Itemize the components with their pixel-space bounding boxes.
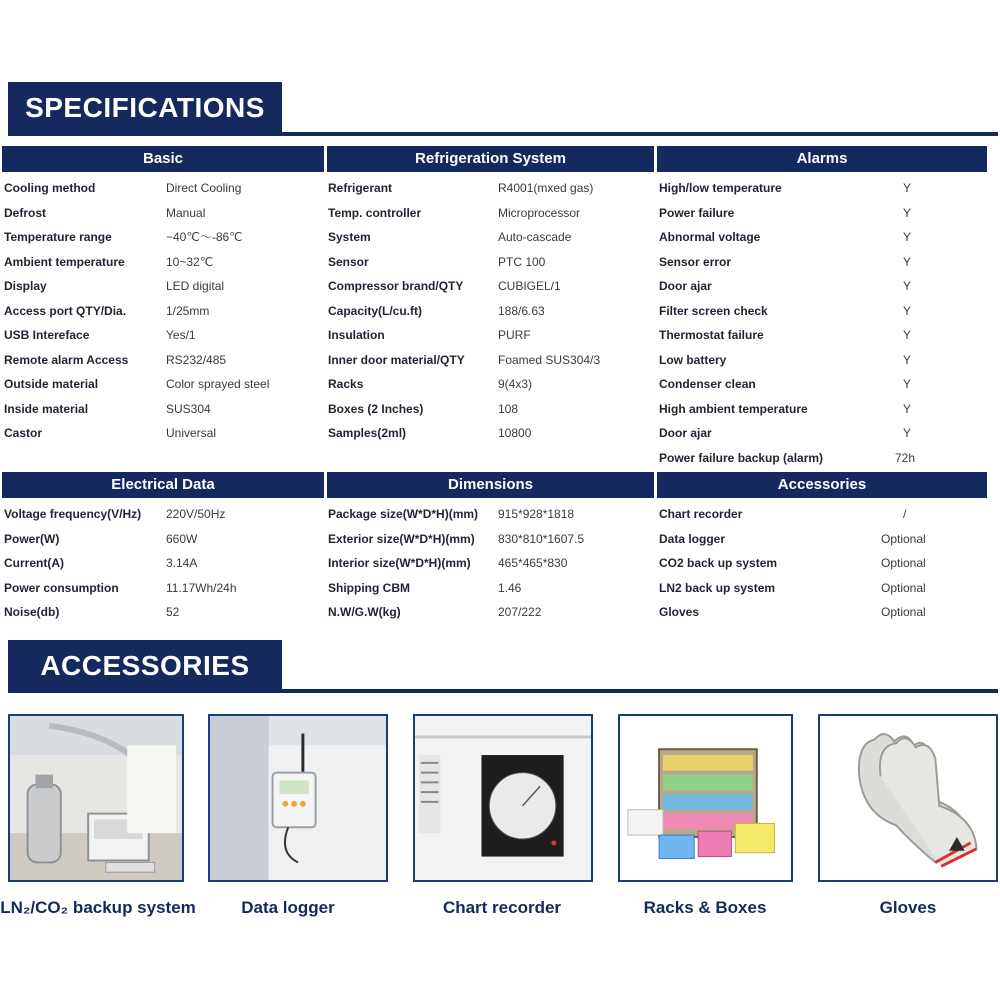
spec-label: Interior size(W*D*H)(mm) bbox=[328, 556, 471, 570]
spec-value: 220V/50Hz bbox=[166, 507, 226, 521]
electrical-header: Electrical Data bbox=[2, 472, 324, 498]
caption-data-logger: Data logger bbox=[241, 898, 335, 917]
electrical-table bbox=[4, 502, 322, 625]
table-row bbox=[328, 551, 652, 576]
table-row bbox=[4, 600, 322, 625]
refrigeration-table bbox=[328, 176, 652, 446]
table-row bbox=[328, 372, 652, 397]
spec-value: Y bbox=[903, 254, 912, 269]
table-row bbox=[4, 502, 322, 527]
spec-value: CUBIGEL/1 bbox=[498, 279, 561, 293]
table-row bbox=[328, 176, 652, 201]
table-row bbox=[659, 397, 985, 422]
spec-label: Filter screen check bbox=[659, 303, 768, 318]
spec-value: 108 bbox=[498, 401, 519, 416]
spec-label: CO2 back up system bbox=[659, 556, 778, 570]
spec-value: Optional bbox=[881, 580, 926, 595]
spec-value: 915*928*1818 bbox=[498, 507, 575, 521]
spec-value: 9(4x3) bbox=[498, 377, 533, 391]
spec-value: Y bbox=[903, 303, 912, 318]
spec-value: Auto-cascade bbox=[498, 230, 572, 244]
table-row bbox=[659, 250, 985, 275]
spec-label: Display bbox=[4, 279, 47, 293]
spec-label: Insulation bbox=[328, 328, 385, 342]
spec-value: LED digital bbox=[166, 279, 225, 293]
basic-header: Basic bbox=[2, 146, 324, 172]
spec-label: Power consumption bbox=[4, 580, 119, 595]
table-row bbox=[328, 323, 652, 348]
spec-label: Defrost bbox=[4, 205, 47, 220]
spec-value: Optional bbox=[881, 531, 926, 546]
spec-label: Shipping CBM bbox=[328, 580, 410, 595]
spec-value: Y bbox=[903, 181, 912, 195]
spec-label: Ambient temperature bbox=[4, 254, 125, 269]
spec-value: Y bbox=[903, 279, 912, 293]
spec-value: Optional bbox=[881, 605, 926, 619]
table-row bbox=[659, 421, 985, 446]
spec-label: Remote alarm Access bbox=[4, 352, 129, 367]
table-row bbox=[659, 323, 985, 348]
table-row bbox=[659, 527, 985, 552]
table-row bbox=[659, 348, 985, 373]
spec-value: 1/25mm bbox=[166, 303, 210, 318]
table-row bbox=[328, 225, 652, 250]
spec-label: Package size(W*D*H)(mm) bbox=[328, 507, 479, 521]
spec-value: 207/222 bbox=[498, 605, 542, 619]
spec-value: Microprocessor bbox=[498, 205, 581, 220]
table-row bbox=[4, 176, 322, 201]
spec-label: Boxes (2 Inches) bbox=[328, 401, 424, 416]
spec-label: Sensor bbox=[328, 254, 369, 269]
spec-label: Low battery bbox=[659, 352, 727, 367]
table-row bbox=[328, 397, 652, 422]
spec-label: Inside material bbox=[4, 401, 89, 416]
dimensions-header: Dimensions bbox=[327, 472, 654, 498]
spec-label: Power failure bbox=[659, 205, 735, 220]
table-row bbox=[4, 201, 322, 226]
spec-label: High/low temperature bbox=[659, 181, 782, 195]
table-row bbox=[4, 527, 322, 552]
table-row bbox=[328, 274, 652, 299]
spec-label: Inner door material/QTY bbox=[328, 352, 465, 367]
accessories-banner bbox=[8, 640, 282, 692]
spec-value: 72h bbox=[895, 450, 916, 465]
table-row bbox=[328, 600, 652, 625]
spec-value: Manual bbox=[166, 205, 206, 220]
accessories-table-header: Accessories bbox=[657, 472, 987, 498]
spec-label: Sensor error bbox=[659, 254, 732, 269]
spec-value: Y bbox=[903, 377, 912, 391]
spec-value: 11.17Wh/24h bbox=[166, 580, 237, 595]
table-row bbox=[328, 576, 652, 601]
table-row bbox=[4, 576, 322, 601]
table-row bbox=[659, 446, 985, 471]
table-row bbox=[4, 372, 322, 397]
caption-chart-recorder: Chart recorder bbox=[442, 898, 562, 917]
spec-label: LN2 back up system bbox=[659, 580, 776, 595]
table-row bbox=[328, 527, 652, 552]
table-row bbox=[659, 176, 985, 201]
spec-label: Condenser clean bbox=[659, 377, 756, 391]
table-row bbox=[659, 299, 985, 324]
table-row bbox=[659, 502, 985, 527]
spec-value: 465*465*830 bbox=[498, 556, 568, 570]
spec-value: PTC 100 bbox=[498, 254, 546, 269]
gloves-photo bbox=[818, 714, 998, 882]
table-row bbox=[328, 421, 652, 446]
spec-value: Y bbox=[903, 328, 912, 342]
spec-value: 3.14A bbox=[166, 556, 198, 570]
spec-label: Noise(db) bbox=[4, 605, 60, 619]
spec-value: Y bbox=[903, 401, 912, 416]
spec-value: RS232/485 bbox=[166, 352, 227, 367]
table-row bbox=[659, 274, 985, 299]
spec-value: / bbox=[903, 507, 907, 521]
caption-ln2-co2-backup: LN₂/CO₂ backup system bbox=[0, 898, 196, 917]
spec-label: Capacity(L/cu.ft) bbox=[328, 303, 423, 318]
spec-label: Access port QTY/Dia. bbox=[4, 303, 127, 318]
racks-boxes-photo bbox=[618, 714, 793, 882]
chart-recorder-photo bbox=[413, 714, 593, 882]
spec-value: Optional bbox=[881, 556, 926, 570]
spec-label: High ambient temperature bbox=[659, 401, 808, 416]
spec-label: Gloves bbox=[659, 605, 700, 619]
dimensions-table bbox=[328, 502, 652, 625]
table-row bbox=[659, 225, 985, 250]
spec-label: Chart recorder bbox=[659, 507, 743, 521]
spec-value: Color sprayed steel bbox=[166, 377, 270, 391]
table-row bbox=[659, 600, 985, 625]
spec-value: 10~32℃ bbox=[166, 254, 214, 269]
spec-value: Y bbox=[903, 352, 912, 367]
table-row bbox=[328, 299, 652, 324]
spec-label: Castor bbox=[4, 426, 43, 440]
spec-label: Racks bbox=[328, 377, 364, 391]
specifications-title: SPECIFICATIONS bbox=[25, 92, 265, 123]
spec-value: 188/6.63 bbox=[498, 303, 545, 318]
spec-value: R4001(mxed gas) bbox=[498, 181, 594, 195]
spec-label: Abnormal voltage bbox=[659, 230, 761, 244]
table-row bbox=[4, 421, 322, 446]
table-row bbox=[328, 348, 652, 373]
spec-value: 1.46 bbox=[498, 580, 522, 595]
spec-value: 10800 bbox=[498, 426, 532, 440]
spec-label: Samples(2ml) bbox=[328, 426, 407, 440]
spec-value: Y bbox=[903, 205, 912, 220]
alarms-table bbox=[659, 176, 985, 470]
spec-value: 660W bbox=[166, 531, 198, 546]
table-row bbox=[4, 250, 322, 275]
table-row bbox=[4, 299, 322, 324]
spec-value: Direct Cooling bbox=[166, 181, 242, 195]
spec-value: 52 bbox=[166, 605, 180, 619]
spec-value: Foamed SUS304/3 bbox=[498, 352, 601, 367]
caption-gloves: Gloves bbox=[879, 898, 937, 917]
table-row bbox=[4, 225, 322, 250]
table-row bbox=[4, 348, 322, 373]
spec-label: Power(W) bbox=[4, 531, 60, 546]
spec-label: USB Intereface bbox=[4, 328, 90, 342]
table-row bbox=[328, 201, 652, 226]
spec-label: Data logger bbox=[659, 531, 726, 546]
refrigeration-header: Refrigeration System bbox=[327, 146, 654, 172]
spec-label: Compressor brand/QTY bbox=[328, 279, 464, 293]
table-row bbox=[4, 274, 322, 299]
spec-label: N.W/G.W(kg) bbox=[328, 605, 401, 619]
alarms-header: Alarms bbox=[657, 146, 987, 172]
spec-label: Thermostat failure bbox=[659, 328, 764, 342]
table-row bbox=[4, 551, 322, 576]
spec-label: Temperature range bbox=[4, 230, 112, 244]
basic-table bbox=[4, 176, 322, 446]
caption-racks-boxes: Racks & Boxes bbox=[643, 898, 767, 917]
accessories-table bbox=[659, 502, 985, 625]
table-row bbox=[4, 397, 322, 422]
specifications-banner bbox=[8, 82, 282, 134]
accessories-divider bbox=[8, 689, 998, 693]
table-row bbox=[659, 551, 985, 576]
spec-value: Y bbox=[903, 426, 912, 440]
spec-label: System bbox=[328, 230, 371, 244]
spec-label: Door ajar bbox=[659, 426, 712, 440]
table-row bbox=[328, 250, 652, 275]
table-row bbox=[659, 372, 985, 397]
table-row bbox=[659, 576, 985, 601]
spec-label: Cooling method bbox=[4, 181, 96, 195]
spec-value: 830*810*1607.5 bbox=[498, 531, 585, 546]
spec-label: Current(A) bbox=[4, 556, 64, 570]
accessories-title: ACCESSORIES bbox=[40, 650, 250, 681]
spec-value: Y bbox=[903, 230, 912, 244]
spec-label: Refrigerant bbox=[328, 181, 393, 195]
spec-value: SUS304 bbox=[166, 401, 211, 416]
spec-label: Temp. controller bbox=[328, 205, 422, 220]
table-row bbox=[4, 323, 322, 348]
spec-value: Universal bbox=[166, 426, 217, 440]
spec-value: Yes/1 bbox=[166, 328, 196, 342]
specifications-divider bbox=[8, 132, 998, 136]
spec-label: Exterior size(W*D*H)(mm) bbox=[328, 531, 475, 546]
table-row bbox=[328, 502, 652, 527]
spec-label: Voltage frequency(V/Hz) bbox=[4, 507, 142, 521]
spec-label: Door ajar bbox=[659, 279, 712, 293]
spec-label: Power failure backup (alarm) bbox=[659, 450, 824, 465]
data-logger-photo bbox=[208, 714, 388, 882]
spec-value: PURF bbox=[498, 328, 531, 342]
table-row bbox=[659, 201, 985, 226]
spec-value: −40℃～-86℃ bbox=[166, 230, 243, 244]
spec-label: Outside material bbox=[4, 377, 99, 391]
gas-cylinder-photo bbox=[8, 714, 184, 882]
